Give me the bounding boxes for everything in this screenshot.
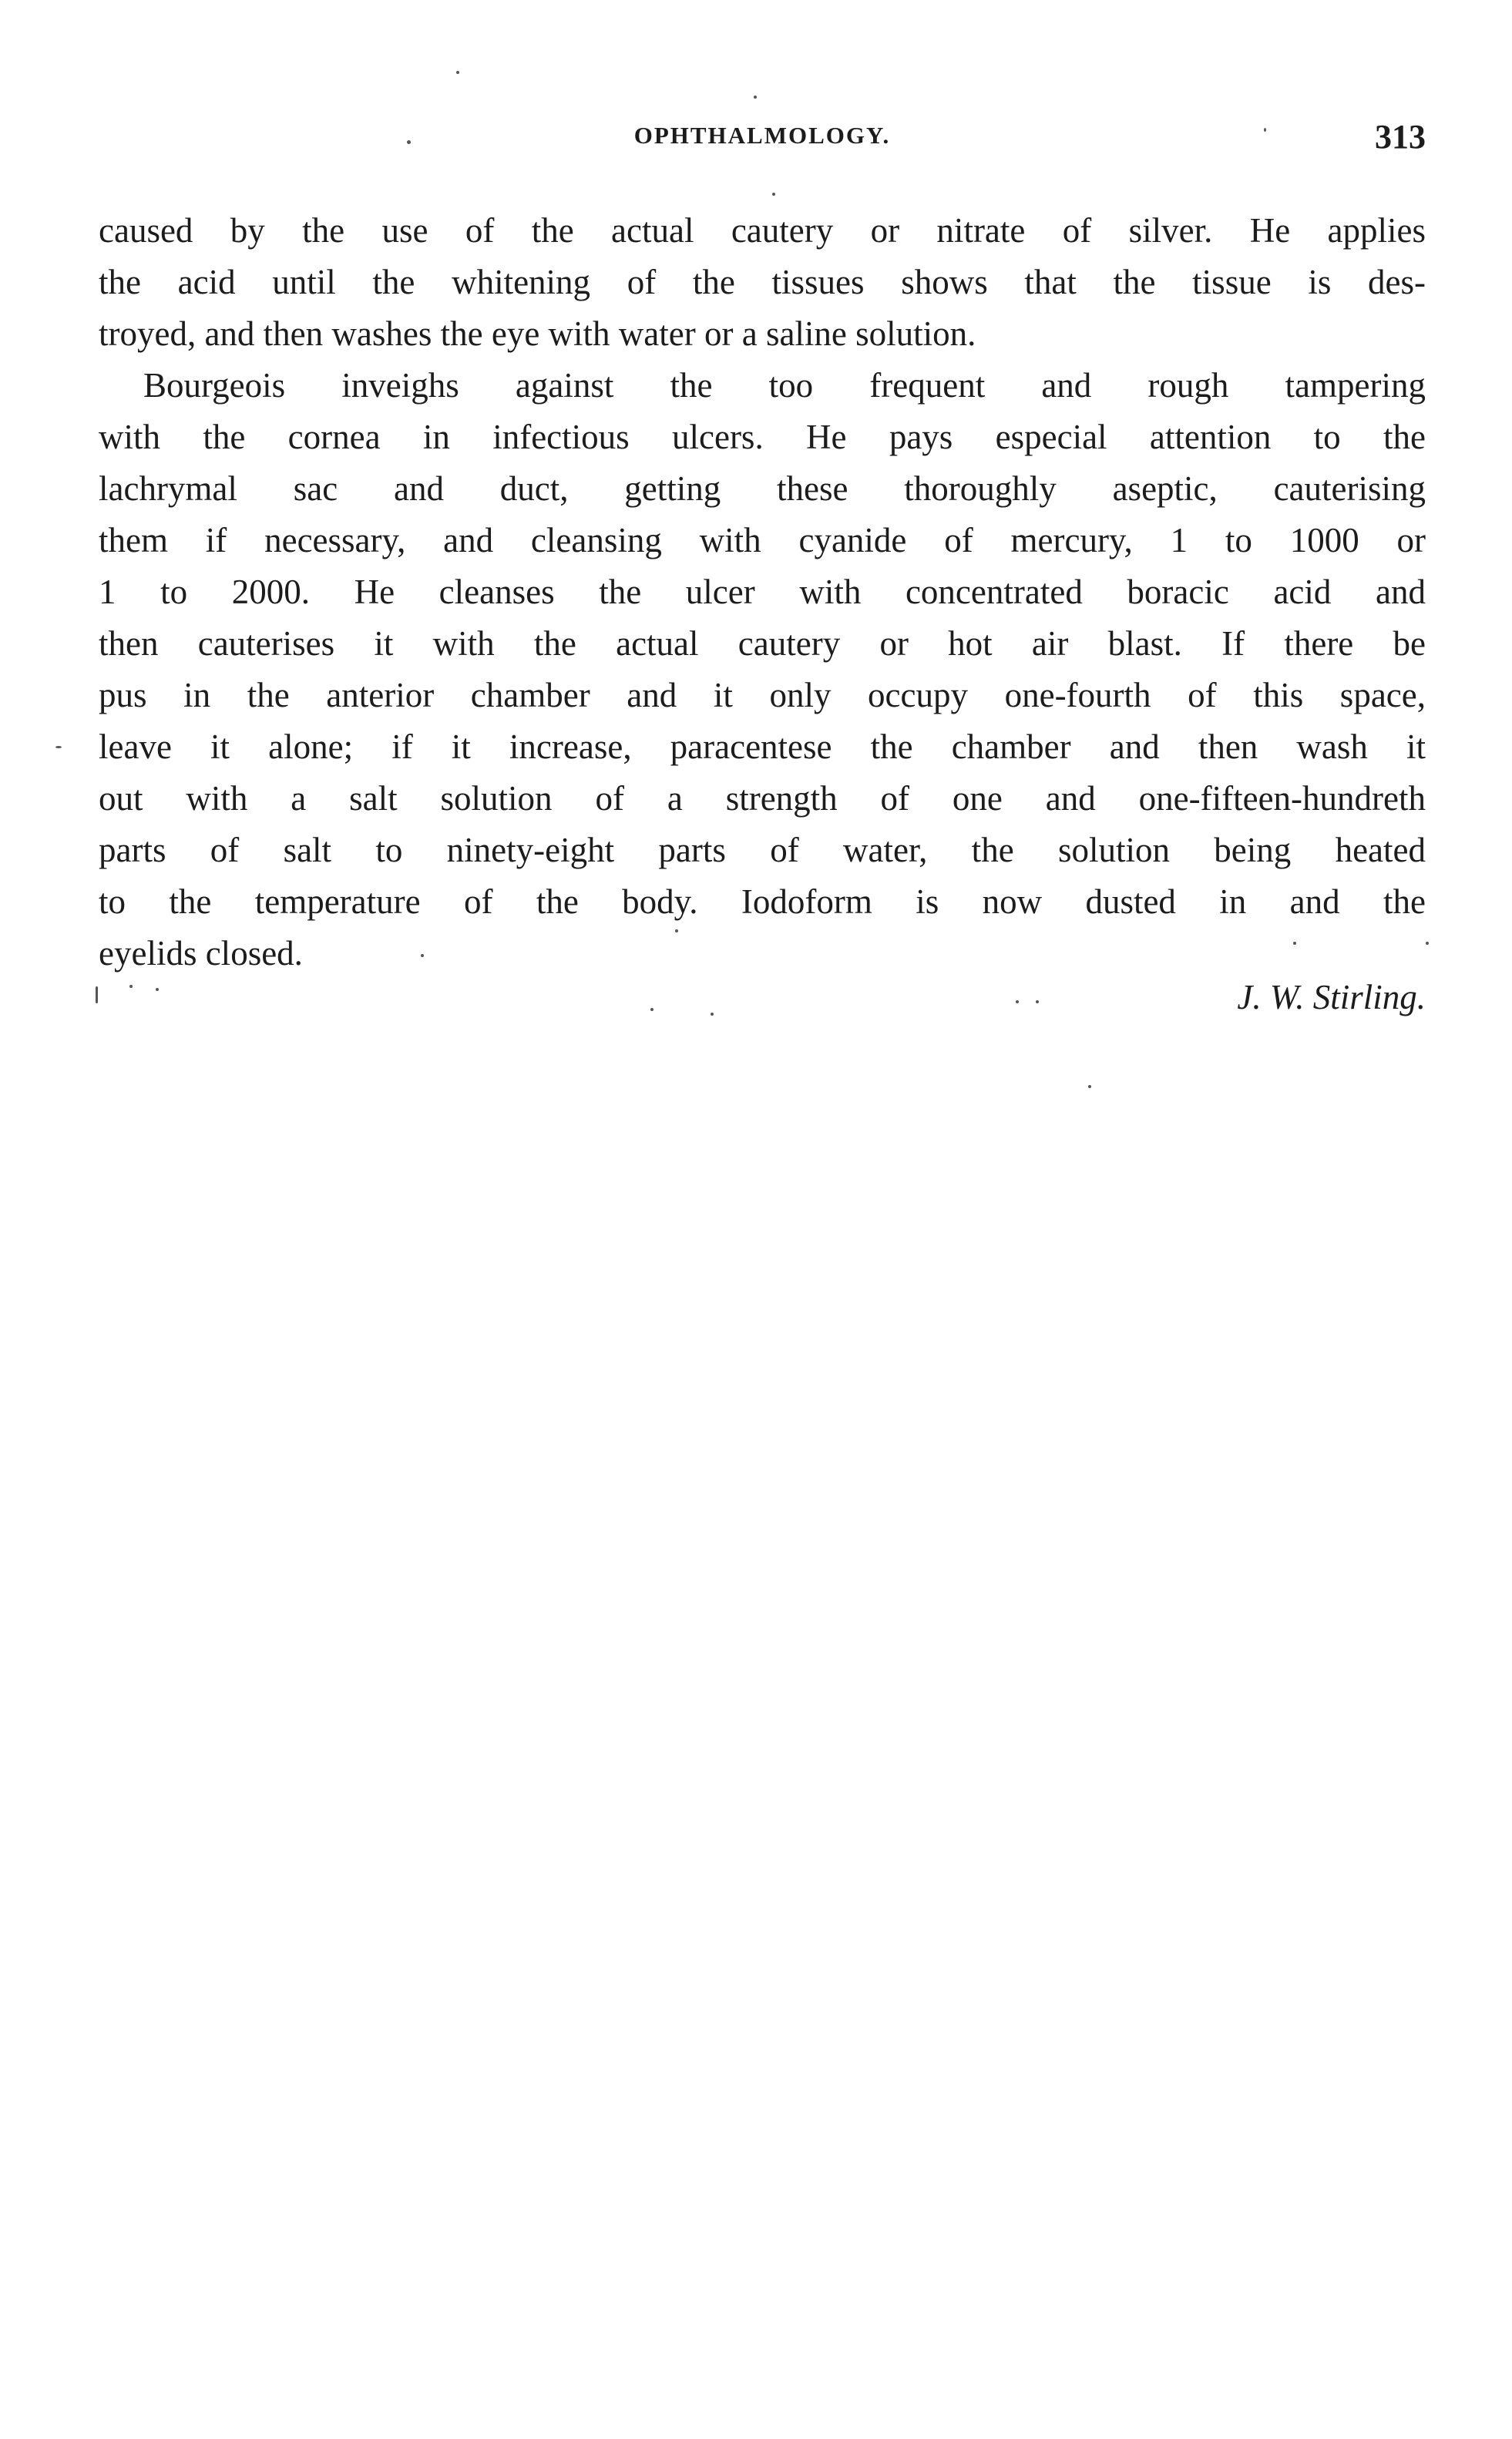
page-number: 313 xyxy=(1375,118,1426,156)
scan-speck xyxy=(1036,1000,1039,1003)
text-line: parts of salt to ninety-eight parts of water, the solution being heated xyxy=(99,831,1426,869)
scan-speck xyxy=(55,746,62,748)
scan-speck xyxy=(421,954,424,957)
text-line: troyed, and then washes the eye with water or a saline solution. xyxy=(99,314,976,353)
text-line: to the temperature of the body. Iodoform is now dusted in and the xyxy=(99,882,1426,921)
text-line: leave it alone; if it increase, paracentese the chamber and then wash it xyxy=(99,727,1426,766)
scan-speck xyxy=(129,985,133,988)
author-signature: J. W. Stirling. xyxy=(1237,978,1426,1016)
running-title: OPHTHALMOLOGY. xyxy=(633,122,891,149)
text-line: pus in the anterior chamber and it only occupy one-fourth of this space, xyxy=(99,676,1426,714)
text-line: the acid until the whitening of the tissues shows that the tissue is des- xyxy=(99,263,1426,301)
scan-speck xyxy=(1293,942,1296,945)
scan-speck xyxy=(675,929,678,932)
scan-speck xyxy=(407,140,411,144)
scan-speck xyxy=(1264,128,1266,132)
text-line: lachrymal sac and duct, getting these thoroughly aseptic, cauterising xyxy=(99,469,1426,508)
scan-speck xyxy=(772,193,775,196)
running-head xyxy=(99,118,1426,160)
text-line: out with a salt solution of a strength of one and one-fifteen-hundreth xyxy=(99,779,1426,818)
paragraph-first-line: Bourgeois inveighs against the too frequent and rough tampering xyxy=(143,366,1426,405)
text-line: 1 to 2000. He cleanses the ulcer with concentrated boracic acid and xyxy=(99,573,1426,611)
scan-speck xyxy=(754,96,757,99)
scan-speck xyxy=(1426,942,1429,945)
text-line: them if necessary, and cleansing with cyanide of mercury, 1 to 1000 or xyxy=(99,521,1426,559)
text-line: with the cornea in infectious ulcers. He pays especial attention to the xyxy=(99,418,1426,456)
scan-speck xyxy=(1016,1000,1019,1003)
scan-speck xyxy=(96,986,98,1003)
text-line: then cauterises it with the actual cautery or hot air blast. If there be xyxy=(99,624,1426,663)
body-text xyxy=(99,205,1426,979)
text-line: caused by the use of the actual cautery or nitrate of silver. He applies xyxy=(99,211,1426,250)
scan-speck xyxy=(456,71,459,74)
scan-speck xyxy=(650,1008,654,1011)
scan-speck xyxy=(1088,1085,1091,1088)
text-line: eyelids closed. xyxy=(99,934,303,973)
scan-speck xyxy=(711,1013,714,1016)
scan-speck xyxy=(156,988,159,991)
